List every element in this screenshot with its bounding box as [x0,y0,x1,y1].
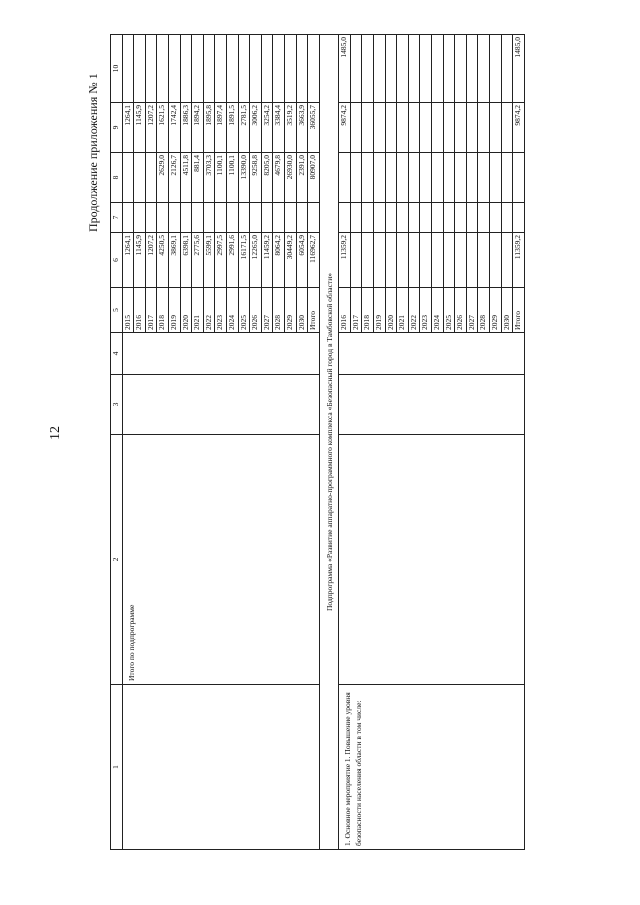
municipal-cell [490,103,502,153]
period-cell [122,333,319,375]
table-row [339,35,351,850]
total-cell: 4250,5 [157,233,169,288]
regional-cell [455,153,467,203]
municipal-cell [466,103,478,153]
extra-cell [134,35,146,103]
federal-cell [145,203,157,233]
extra-cell [374,35,386,103]
total-cell: 11459,2 [261,233,273,288]
main-activity-label [339,435,525,685]
activity-label-col1: 1. Основное мероприятие 1. Повышение уровня безопасности населения области в том числе: [339,685,525,850]
total-cell [432,233,444,288]
subprogram-title-row [319,35,339,850]
extra-cell: 1485,0 [339,35,351,103]
municipal-cell: 1886,3 [180,103,192,153]
extra-cell [157,35,169,103]
extra-cell [350,35,362,103]
federal-cell [432,203,444,233]
column-header: 3 [111,375,123,435]
total-cell: 1145,9 [134,233,146,288]
regional-cell [478,153,490,203]
regional-cell: 3703,3 [203,153,215,203]
total-cell: 116962,7 [308,233,320,288]
regional-cell [397,153,409,203]
regional-cell: 2629,0 [157,153,169,203]
municipal-cell: 9874,2 [339,103,351,153]
regional-cell: 26930,0 [284,153,296,203]
total-cell: 1207,2 [145,233,157,288]
year-cell: 2028 [273,288,285,333]
year-cell: 2029 [284,288,296,333]
regional-cell [122,153,134,203]
year-cell: 2017 [350,288,362,333]
federal-cell [238,203,250,233]
total-cell: 2991,6 [226,233,238,288]
municipal-cell: 36055,7 [308,103,320,153]
extra-cell [215,35,227,103]
federal-cell [261,203,273,233]
column-number-row [111,35,123,850]
year-cell: 2025 [238,288,250,333]
total-cell [420,233,432,288]
year-cell: 2027 [261,288,273,333]
regional-cell: 13390,0 [238,153,250,203]
total-cell [397,233,409,288]
municipal-cell: 3384,4 [273,103,285,153]
municipal-cell: 1742,4 [168,103,180,153]
federal-cell [350,203,362,233]
total-cell [374,233,386,288]
executor-cell [122,375,319,435]
table-row [122,35,134,850]
column-header: 6 [111,233,123,288]
regional-cell [513,153,525,203]
regional-cell [145,153,157,203]
total-cell [478,233,490,288]
regional-cell: 8205,0 [261,153,273,203]
total-cell [466,233,478,288]
extra-cell [284,35,296,103]
federal-cell [374,203,386,233]
federal-cell [273,203,285,233]
federal-cell [478,203,490,233]
page-number: 12 [48,426,63,440]
total-cell: 3869,1 [168,233,180,288]
total-cell [490,233,502,288]
column-header: 2 [111,435,123,685]
total-cell [455,233,467,288]
total-cell: 30449,2 [284,233,296,288]
regional-cell: 2391,0 [296,153,308,203]
federal-cell [296,203,308,233]
extra-cell [490,35,502,103]
municipal-cell [374,103,386,153]
municipal-cell: 1895,8 [203,103,215,153]
municipal-cell [501,103,513,153]
total-cell: 5599,1 [203,233,215,288]
year-cell: 2029 [490,288,502,333]
subprogram-total-label: Итого по подпрограмме [122,435,319,685]
total-cell [362,233,374,288]
total-cell: 16171,5 [238,233,250,288]
regional-cell [443,153,455,203]
year-cell: 2019 [168,288,180,333]
column-header: 8 [111,153,123,203]
regional-cell: 4511,8 [180,153,192,203]
extra-cell [273,35,285,103]
year-cell: 2022 [408,288,420,333]
extra-cell [466,35,478,103]
regional-cell: 881,4 [192,153,204,203]
extra-cell [261,35,273,103]
year-cell: 2017 [145,288,157,333]
extra-cell [455,35,467,103]
extra-cell: 1485,0 [513,35,525,103]
year-cell: 2021 [192,288,204,333]
municipal-cell [432,103,444,153]
extra-cell [408,35,420,103]
total-cell: 8064,2 [273,233,285,288]
municipal-cell: 9874,2 [513,103,525,153]
year-cell: Итого [513,288,525,333]
federal-cell [408,203,420,233]
column-header: 4 [111,333,123,375]
total-cell [443,233,455,288]
municipal-cell: 2781,5 [238,103,250,153]
year-cell: 2024 [432,288,444,333]
federal-cell [134,203,146,233]
federal-cell [513,203,525,233]
total-cell [408,233,420,288]
extra-cell [432,35,444,103]
total-cell [385,233,397,288]
extra-cell [168,35,180,103]
year-cell: 2020 [385,288,397,333]
year-cell: 2024 [226,288,238,333]
year-cell: Итого [308,288,320,333]
column-header: 9 [111,103,123,153]
extra-cell [308,35,320,103]
year-cell: 2018 [157,288,169,333]
year-cell: 2016 [339,288,351,333]
municipal-cell: 3006,2 [250,103,262,153]
municipal-cell [350,103,362,153]
extra-cell [250,35,262,103]
appendix-header: Продолжение приложения № 1 [86,73,100,232]
year-cell: 2022 [203,288,215,333]
year-cell: 2023 [215,288,227,333]
total-cell [350,233,362,288]
extra-cell [180,35,192,103]
extra-cell [397,35,409,103]
year-cell: 2026 [250,288,262,333]
column-header: 1 [111,685,123,850]
total-cell: 6054,9 [296,233,308,288]
regional-cell [408,153,420,203]
year-cell: 2020 [180,288,192,333]
year-cell: 2018 [362,288,374,333]
federal-cell [122,203,134,233]
total-cell: 12265,0 [250,233,262,288]
municipal-cell: 3663,9 [296,103,308,153]
federal-cell [215,203,227,233]
municipal-cell [385,103,397,153]
column-header: 7 [111,203,123,233]
municipal-cell: 1621,5 [157,103,169,153]
municipal-cell [397,103,409,153]
federal-cell [501,203,513,233]
period-cell [339,333,525,375]
regional-cell [420,153,432,203]
municipal-cell: 1894,2 [192,103,204,153]
federal-cell [180,203,192,233]
municipal-cell [478,103,490,153]
federal-cell [192,203,204,233]
extra-cell [296,35,308,103]
municipal-cell [408,103,420,153]
municipal-cell: 1145,9 [134,103,146,153]
regional-cell: 1100,1 [226,153,238,203]
regional-cell: 80907,0 [308,153,320,203]
municipal-cell: 3519,2 [284,103,296,153]
regional-cell [134,153,146,203]
federal-cell [168,203,180,233]
municipal-cell [420,103,432,153]
year-cell: 2016 [134,288,146,333]
municipal-cell: 3254,2 [261,103,273,153]
municipal-cell: 1897,4 [215,103,227,153]
municipal-cell: 1891,5 [226,103,238,153]
extra-cell [226,35,238,103]
extra-cell [478,35,490,103]
regional-cell [362,153,374,203]
year-cell: 2019 [374,288,386,333]
year-cell: 2023 [420,288,432,333]
federal-cell [397,203,409,233]
municipal-cell [443,103,455,153]
extra-cell [145,35,157,103]
year-cell: 2030 [501,288,513,333]
document-table-container [110,35,610,850]
year-cell: 2015 [122,288,134,333]
subprogram-total-block [122,35,319,850]
total-cell: 2775,6 [192,233,204,288]
regional-cell [350,153,362,203]
regional-cell [385,153,397,203]
federal-cell [203,203,215,233]
federal-cell [490,203,502,233]
column-header: 10 [111,35,123,103]
federal-cell [157,203,169,233]
federal-cell [339,203,351,233]
extra-cell [122,35,134,103]
municipal-cell [362,103,374,153]
federal-cell [466,203,478,233]
extra-cell [203,35,215,103]
extra-cell [385,35,397,103]
total-cell: 11359,2 [339,233,351,288]
regional-cell: 4679,8 [273,153,285,203]
federal-cell [443,203,455,233]
federal-cell [420,203,432,233]
federal-cell [308,203,320,233]
column-header: 5 [111,288,123,333]
regional-cell: 1100,1 [215,153,227,203]
regional-cell [374,153,386,203]
extra-cell [192,35,204,103]
regional-cell [501,153,513,203]
activity-label-col1 [122,685,319,850]
year-cell: 2021 [397,288,409,333]
municipal-cell [455,103,467,153]
total-cell: 2997,5 [215,233,227,288]
extra-cell [362,35,374,103]
regional-cell: 9258,8 [250,153,262,203]
regional-cell [490,153,502,203]
year-cell: 2026 [455,288,467,333]
extra-cell [501,35,513,103]
federal-cell [362,203,374,233]
municipal-cell: 1264,1 [122,103,134,153]
regional-cell [432,153,444,203]
federal-cell [385,203,397,233]
year-cell: 2028 [478,288,490,333]
extra-cell [238,35,250,103]
total-cell: 11359,2 [513,233,525,288]
federal-cell [284,203,296,233]
total-cell: 1264,1 [122,233,134,288]
subprogram-title: Подпрограмма «Развитие аппаратно-программного комплекса «Безопасный город в Тамбовской области» [319,35,339,850]
year-cell: 2025 [443,288,455,333]
federal-cell [455,203,467,233]
extra-cell [420,35,432,103]
extra-cell [443,35,455,103]
federal-cell [226,203,238,233]
federal-cell [250,203,262,233]
regional-cell: 2126,7 [168,153,180,203]
year-cell: 2030 [296,288,308,333]
total-cell [501,233,513,288]
executor-cell [339,375,525,435]
budget-table [110,34,525,850]
year-cell: 2027 [466,288,478,333]
regional-cell [466,153,478,203]
total-cell: 6398,1 [180,233,192,288]
main-activity-block [339,35,525,850]
municipal-cell: 1207,2 [145,103,157,153]
regional-cell [339,153,351,203]
